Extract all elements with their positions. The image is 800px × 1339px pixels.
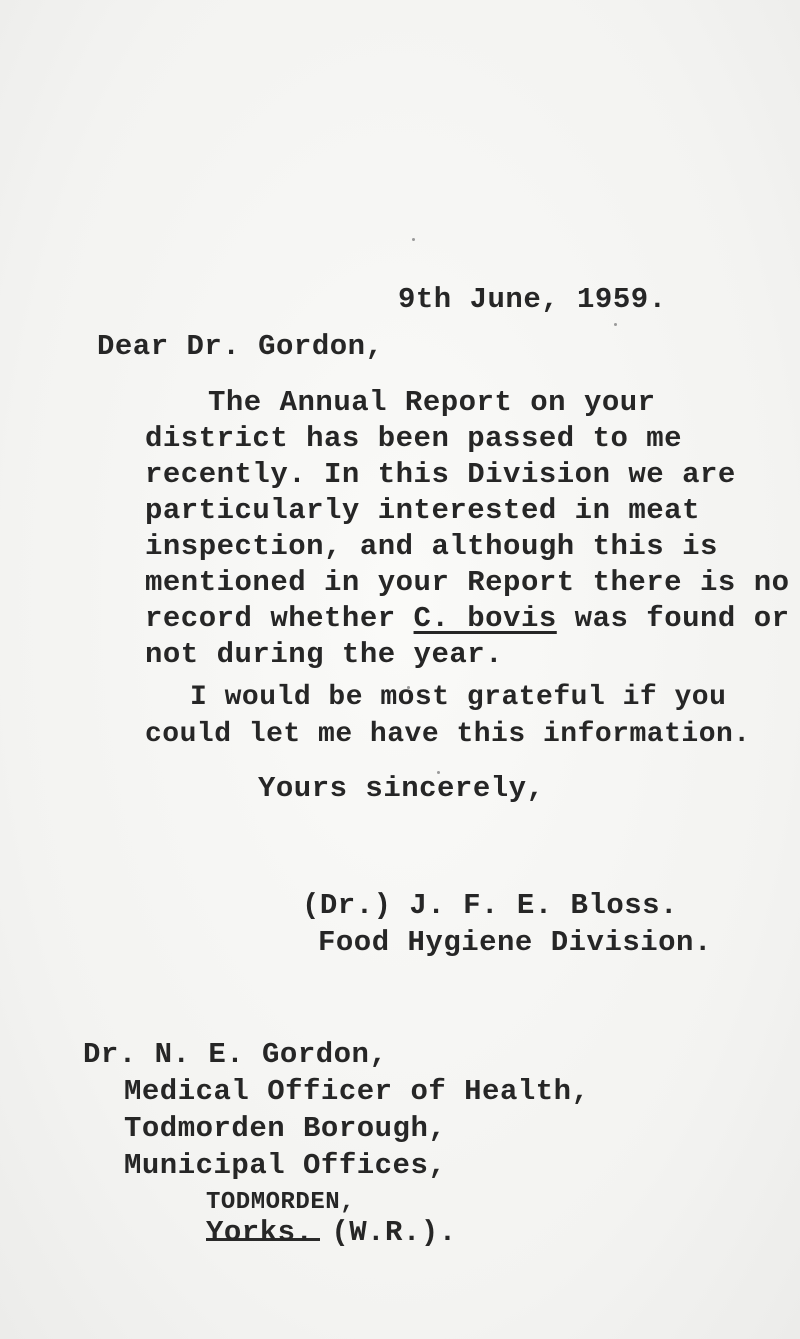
body-line: mentioned in your Report there is no [145,566,790,599]
closing: Yours sincerely, [258,772,545,805]
salutation: Dear Dr. Gordon, [97,330,384,363]
body-line: inspection, and although this is [145,530,718,563]
recipient-town: TODMORDEN, [206,1189,356,1216]
species-name: C. bovis [413,602,557,635]
body-line: The Annual Report on your [208,386,656,419]
recipient-county: Yorks. (W.R.). [206,1216,457,1249]
recipient-name: Dr. N. E. Gordon, [83,1038,388,1071]
body-line: not during the year. [145,638,504,671]
recipient-authority: Todmorden Borough, [124,1112,447,1145]
body-line: I would be most grateful if you [190,682,727,713]
body-text: was found or [556,602,790,635]
signature-name: (Dr.) J. F. E. Bloss. [302,889,678,922]
signature-department: Food Hygiene Division. [318,926,712,959]
recipient-title: Medical Officer of Health, [124,1075,590,1108]
body-line: particularly interested in meat [145,494,700,527]
paper-speck [412,238,415,241]
body-line: recently. In this Division we are [145,458,736,491]
body-text: record whether [145,602,414,635]
body-line: district has been passed to me [145,422,683,455]
body-line: could let me have this information. [145,719,751,750]
paper-speck [614,323,617,326]
body-line-species [145,600,790,638]
letter-date: 9th June, 1959. [398,283,667,316]
recipient-office: Municipal Offices, [124,1149,447,1182]
